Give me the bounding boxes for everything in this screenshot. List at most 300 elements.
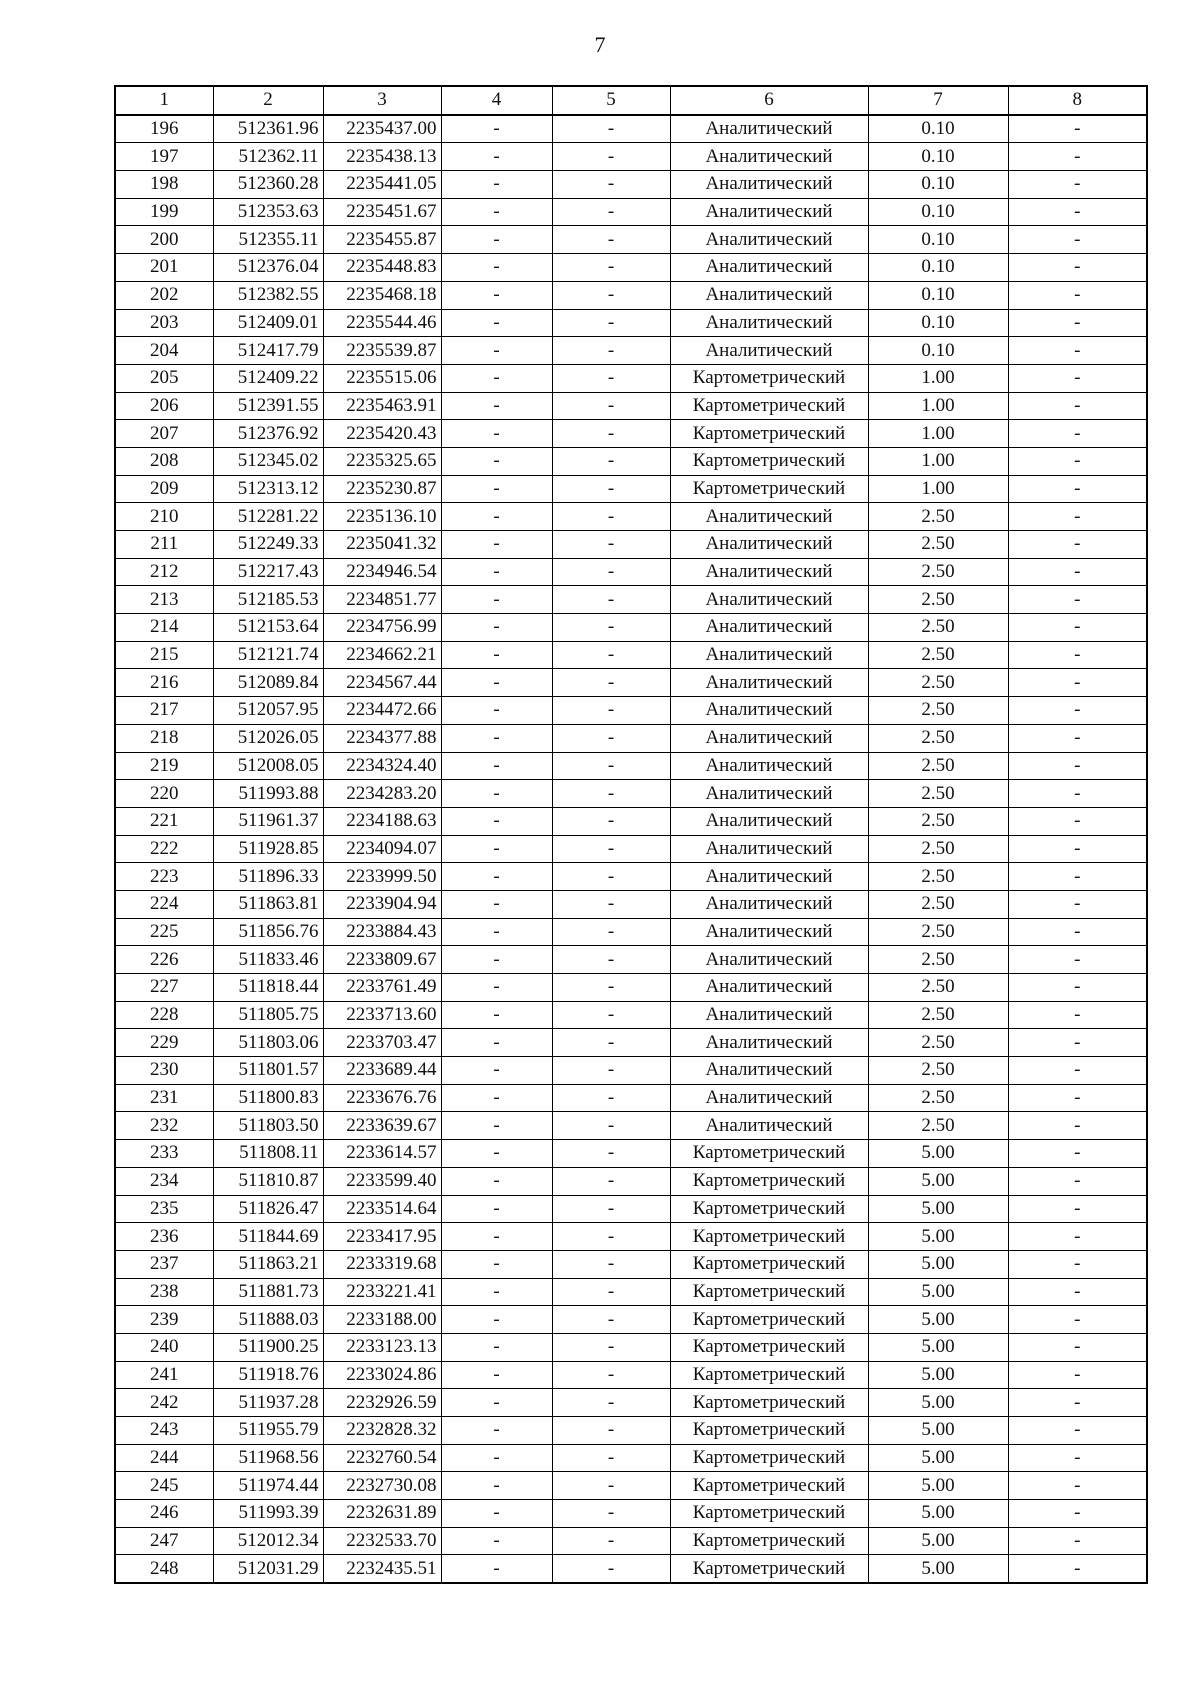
x-coordinate-cell: 512012.34 [213,1527,323,1555]
x-coordinate-cell: 511818.44 [213,974,323,1002]
x-coordinate-cell: 511968.56 [213,1444,323,1472]
col5-cell: - [552,115,670,143]
accuracy-cell: 2.50 [868,531,1008,559]
x-coordinate-cell: 512355.11 [213,226,323,254]
col5-cell: - [552,420,670,448]
col8-cell: - [1008,531,1147,559]
method-cell: Аналитический [670,752,868,780]
table-row [115,226,1147,254]
method-cell: Картометрический [670,1195,868,1223]
point-number-cell: 228 [115,1001,213,1029]
col8-cell: - [1008,780,1147,808]
x-coordinate-cell: 511805.75 [213,1001,323,1029]
col4-cell: - [441,780,552,808]
accuracy-cell: 2.50 [868,974,1008,1002]
table-row [115,1195,1147,1223]
y-coordinate-cell: 2232533.70 [323,1527,441,1555]
table-row [115,863,1147,891]
point-number-cell: 229 [115,1029,213,1057]
method-cell: Картометрический [670,447,868,475]
table-row [115,475,1147,503]
method-cell: Аналитический [670,558,868,586]
col4-cell: - [441,918,552,946]
col8-cell: - [1008,807,1147,835]
col4-cell: - [441,586,552,614]
table-row [115,1001,1147,1029]
y-coordinate-cell: 2234188.63 [323,807,441,835]
x-coordinate-cell: 512376.92 [213,420,323,448]
x-coordinate-cell: 511961.37 [213,807,323,835]
y-coordinate-cell: 2233884.43 [323,918,441,946]
col8-cell: - [1008,890,1147,918]
point-number-cell: 219 [115,752,213,780]
point-number-cell: 230 [115,1057,213,1085]
col5-cell: - [552,835,670,863]
method-cell: Аналитический [670,586,868,614]
accuracy-cell: 2.50 [868,1057,1008,1085]
col8-cell: - [1008,697,1147,725]
col8-cell: - [1008,226,1147,254]
col4-cell: - [441,1361,552,1389]
y-coordinate-cell: 2234472.66 [323,697,441,725]
method-cell: Картометрический [670,1500,868,1528]
table-row [115,697,1147,725]
accuracy-cell: 0.10 [868,281,1008,309]
col8-cell: - [1008,724,1147,752]
col8-cell: - [1008,1333,1147,1361]
col5-cell: - [552,447,670,475]
accuracy-cell: 5.00 [868,1472,1008,1500]
point-number-cell: 246 [115,1500,213,1528]
y-coordinate-cell: 2233514.64 [323,1195,441,1223]
y-coordinate-cell: 2234283.20 [323,780,441,808]
column-header: 1 [115,86,213,115]
x-coordinate-cell: 512417.79 [213,337,323,365]
table-row [115,1250,1147,1278]
col4-cell: - [441,420,552,448]
method-cell: Аналитический [670,337,868,365]
x-coordinate-cell: 512345.02 [213,447,323,475]
accuracy-cell: 0.10 [868,337,1008,365]
method-cell: Аналитический [670,863,868,891]
accuracy-cell: 0.10 [868,115,1008,143]
y-coordinate-cell: 2235325.65 [323,447,441,475]
table-row [115,1417,1147,1445]
x-coordinate-cell: 511928.85 [213,835,323,863]
col4-cell: - [441,974,552,1002]
col4-cell: - [441,669,552,697]
col8-cell: - [1008,198,1147,226]
table-row [115,1167,1147,1195]
col4-cell: - [441,724,552,752]
table-row [115,807,1147,835]
y-coordinate-cell: 2233319.68 [323,1250,441,1278]
col8-cell: - [1008,420,1147,448]
accuracy-cell: 0.10 [868,171,1008,199]
col8-cell: - [1008,974,1147,1002]
y-coordinate-cell: 2234567.44 [323,669,441,697]
point-number-cell: 241 [115,1361,213,1389]
method-cell: Аналитический [670,890,868,918]
x-coordinate-cell: 512360.28 [213,171,323,199]
accuracy-cell: 1.00 [868,420,1008,448]
col8-cell: - [1008,364,1147,392]
x-coordinate-cell: 512026.05 [213,724,323,752]
col8-cell: - [1008,1306,1147,1334]
method-cell: Картометрический [670,1306,868,1334]
col5-cell: - [552,974,670,1002]
point-number-cell: 227 [115,974,213,1002]
accuracy-cell: 5.00 [868,1500,1008,1528]
y-coordinate-cell: 2233761.49 [323,974,441,1002]
x-coordinate-cell: 511918.76 [213,1361,323,1389]
method-cell: Аналитический [670,198,868,226]
col4-cell: - [441,115,552,143]
y-coordinate-cell: 2233703.47 [323,1029,441,1057]
accuracy-cell: 5.00 [868,1278,1008,1306]
col4-cell: - [441,337,552,365]
y-coordinate-cell: 2233713.60 [323,1001,441,1029]
col4-cell: - [441,1389,552,1417]
col5-cell: - [552,586,670,614]
column-header: 6 [670,86,868,115]
y-coordinate-cell: 2235041.32 [323,531,441,559]
x-coordinate-cell: 511993.39 [213,1500,323,1528]
col5-cell: - [552,641,670,669]
accuracy-cell: 1.00 [868,475,1008,503]
y-coordinate-cell: 2235136.10 [323,503,441,531]
point-number-cell: 236 [115,1223,213,1251]
x-coordinate-cell: 511800.83 [213,1084,323,1112]
col5-cell: - [552,724,670,752]
table-row [115,974,1147,1002]
y-coordinate-cell: 2235455.87 [323,226,441,254]
y-coordinate-cell: 2233676.76 [323,1084,441,1112]
accuracy-cell: 2.50 [868,697,1008,725]
col5-cell: - [552,1306,670,1334]
col8-cell: - [1008,447,1147,475]
table-row [115,724,1147,752]
accuracy-cell: 2.50 [868,1029,1008,1057]
method-cell: Аналитический [670,697,868,725]
method-cell: Аналитический [670,226,868,254]
y-coordinate-cell: 2233904.94 [323,890,441,918]
method-cell: Аналитический [670,918,868,946]
x-coordinate-cell: 512353.63 [213,198,323,226]
y-coordinate-cell: 2235420.43 [323,420,441,448]
method-cell: Картометрический [670,1333,868,1361]
col5-cell: - [552,1444,670,1472]
method-cell: Картометрический [670,1140,868,1168]
col8-cell: - [1008,835,1147,863]
col5-cell: - [552,475,670,503]
x-coordinate-cell: 512089.84 [213,669,323,697]
method-cell: Аналитический [670,531,868,559]
method-cell: Картометрический [670,1250,868,1278]
col4-cell: - [441,807,552,835]
table-row [115,1333,1147,1361]
point-number-cell: 232 [115,1112,213,1140]
point-number-cell: 212 [115,558,213,586]
point-number-cell: 226 [115,946,213,974]
point-number-cell: 235 [115,1195,213,1223]
col4-cell: - [441,226,552,254]
col8-cell: - [1008,1527,1147,1555]
accuracy-cell: 5.00 [868,1527,1008,1555]
table-row [115,890,1147,918]
col5-cell: - [552,1278,670,1306]
table-row [115,835,1147,863]
x-coordinate-cell: 511993.88 [213,780,323,808]
col4-cell: - [441,1029,552,1057]
table-row [115,309,1147,337]
point-number-cell: 207 [115,420,213,448]
col8-cell: - [1008,171,1147,199]
table-row [115,1527,1147,1555]
table-row [115,1140,1147,1168]
point-number-cell: 243 [115,1417,213,1445]
col4-cell: - [441,1306,552,1334]
method-cell: Картометрический [670,420,868,448]
col8-cell: - [1008,1084,1147,1112]
col5-cell: - [552,1057,670,1085]
x-coordinate-cell: 512031.29 [213,1555,323,1583]
table-row [115,780,1147,808]
y-coordinate-cell: 2235441.05 [323,171,441,199]
accuracy-cell: 1.00 [868,364,1008,392]
y-coordinate-cell: 2233221.41 [323,1278,441,1306]
col4-cell: - [441,1527,552,1555]
table-row [115,641,1147,669]
col8-cell: - [1008,1444,1147,1472]
col8-cell: - [1008,115,1147,143]
col4-cell: - [441,558,552,586]
point-number-cell: 216 [115,669,213,697]
page-number: 7 [594,32,606,57]
col5-cell: - [552,1195,670,1223]
column-header: 2 [213,86,323,115]
method-cell: Аналитический [670,281,868,309]
col5-cell: - [552,1527,670,1555]
point-number-cell: 231 [115,1084,213,1112]
y-coordinate-cell: 2235438.13 [323,143,441,171]
accuracy-cell: 5.00 [868,1555,1008,1583]
col5-cell: - [552,1250,670,1278]
point-number-cell: 245 [115,1472,213,1500]
x-coordinate-cell: 511955.79 [213,1417,323,1445]
method-cell: Аналитический [670,614,868,642]
method-cell: Аналитический [670,641,868,669]
y-coordinate-cell: 2233417.95 [323,1223,441,1251]
accuracy-cell: 2.50 [868,890,1008,918]
point-number-cell: 222 [115,835,213,863]
point-number-cell: 199 [115,198,213,226]
col8-cell: - [1008,1278,1147,1306]
x-coordinate-cell: 512121.74 [213,641,323,669]
y-coordinate-cell: 2233614.57 [323,1140,441,1168]
col4-cell: - [441,641,552,669]
col4-cell: - [441,447,552,475]
table-row [115,420,1147,448]
y-coordinate-cell: 2233024.86 [323,1361,441,1389]
point-number-cell: 233 [115,1140,213,1168]
x-coordinate-cell: 511863.81 [213,890,323,918]
accuracy-cell: 2.50 [868,1112,1008,1140]
point-number-cell: 238 [115,1278,213,1306]
col5-cell: - [552,531,670,559]
x-coordinate-cell: 511810.87 [213,1167,323,1195]
accuracy-cell: 5.00 [868,1167,1008,1195]
accuracy-cell: 5.00 [868,1306,1008,1334]
method-cell: Аналитический [670,503,868,531]
y-coordinate-cell: 2235515.06 [323,364,441,392]
table-row [115,364,1147,392]
method-cell: Аналитический [670,1057,868,1085]
method-cell: Аналитический [670,946,868,974]
x-coordinate-cell: 511896.33 [213,863,323,891]
table-row [115,531,1147,559]
accuracy-cell: 0.10 [868,254,1008,282]
x-coordinate-cell: 511803.06 [213,1029,323,1057]
column-header: 3 [323,86,441,115]
table-row [115,1112,1147,1140]
method-cell: Аналитический [670,309,868,337]
col4-cell: - [441,1444,552,1472]
y-coordinate-cell: 2235448.83 [323,254,441,282]
col4-cell: - [441,531,552,559]
method-cell: Картометрический [670,392,868,420]
y-coordinate-cell: 2232926.59 [323,1389,441,1417]
y-coordinate-cell: 2234377.88 [323,724,441,752]
col8-cell: - [1008,752,1147,780]
x-coordinate-cell: 512391.55 [213,392,323,420]
method-cell: Картометрический [670,1278,868,1306]
accuracy-cell: 5.00 [868,1444,1008,1472]
point-number-cell: 204 [115,337,213,365]
method-cell: Картометрический [670,1361,868,1389]
col5-cell: - [552,669,670,697]
method-cell: Аналитический [670,807,868,835]
col4-cell: - [441,1167,552,1195]
accuracy-cell: 2.50 [868,918,1008,946]
accuracy-cell: 2.50 [868,835,1008,863]
col8-cell: - [1008,1195,1147,1223]
col8-cell: - [1008,863,1147,891]
table-row [115,1057,1147,1085]
point-number-cell: 247 [115,1527,213,1555]
x-coordinate-cell: 511856.76 [213,918,323,946]
point-number-cell: 214 [115,614,213,642]
point-number-cell: 211 [115,531,213,559]
point-number-cell: 217 [115,697,213,725]
col5-cell: - [552,697,670,725]
col5-cell: - [552,254,670,282]
y-coordinate-cell: 2234946.54 [323,558,441,586]
col8-cell: - [1008,1223,1147,1251]
col4-cell: - [441,143,552,171]
table-row [115,1500,1147,1528]
table-row [115,1084,1147,1112]
col4-cell: - [441,281,552,309]
col4-cell: - [441,1500,552,1528]
col4-cell: - [441,171,552,199]
col8-cell: - [1008,1361,1147,1389]
x-coordinate-cell: 512361.96 [213,115,323,143]
table-row [115,503,1147,531]
method-cell: Аналитический [670,1001,868,1029]
col4-cell: - [441,1250,552,1278]
col8-cell: - [1008,1472,1147,1500]
x-coordinate-cell: 512362.11 [213,143,323,171]
col5-cell: - [552,1140,670,1168]
col8-cell: - [1008,641,1147,669]
coordinates-table [114,85,1148,1584]
accuracy-cell: 2.50 [868,807,1008,835]
col8-cell: - [1008,586,1147,614]
method-cell: Аналитический [670,835,868,863]
table-row [115,281,1147,309]
point-number-cell: 209 [115,475,213,503]
point-number-cell: 215 [115,641,213,669]
col5-cell: - [552,1500,670,1528]
col8-cell: - [1008,1001,1147,1029]
y-coordinate-cell: 2235230.87 [323,475,441,503]
y-coordinate-cell: 2233809.67 [323,946,441,974]
col4-cell: - [441,697,552,725]
method-cell: Аналитический [670,974,868,1002]
table-row [115,1278,1147,1306]
col5-cell: - [552,143,670,171]
col5-cell: - [552,1084,670,1112]
method-cell: Аналитический [670,171,868,199]
x-coordinate-cell: 512217.43 [213,558,323,586]
table-row [115,946,1147,974]
col8-cell: - [1008,475,1147,503]
accuracy-cell: 5.00 [868,1250,1008,1278]
x-coordinate-cell: 511888.03 [213,1306,323,1334]
col5-cell: - [552,1389,670,1417]
accuracy-cell: 5.00 [868,1389,1008,1417]
point-number-cell: 208 [115,447,213,475]
col5-cell: - [552,807,670,835]
table-row [115,337,1147,365]
x-coordinate-cell: 511803.50 [213,1112,323,1140]
col8-cell: - [1008,143,1147,171]
col4-cell: - [441,1140,552,1168]
point-number-cell: 248 [115,1555,213,1583]
method-cell: Аналитический [670,780,868,808]
col8-cell: - [1008,1555,1147,1583]
col8-cell: - [1008,614,1147,642]
y-coordinate-cell: 2235437.00 [323,115,441,143]
accuracy-cell: 2.50 [868,669,1008,697]
col4-cell: - [441,946,552,974]
accuracy-cell: 0.10 [868,143,1008,171]
point-number-cell: 220 [115,780,213,808]
method-cell: Картометрический [670,1444,868,1472]
x-coordinate-cell: 511808.11 [213,1140,323,1168]
column-header: 5 [552,86,670,115]
col4-cell: - [441,503,552,531]
point-number-cell: 202 [115,281,213,309]
col5-cell: - [552,1472,670,1500]
col5-cell: - [552,558,670,586]
col8-cell: - [1008,669,1147,697]
point-number-cell: 240 [115,1333,213,1361]
accuracy-cell: 1.00 [868,447,1008,475]
y-coordinate-cell: 2232631.89 [323,1500,441,1528]
x-coordinate-cell: 511801.57 [213,1057,323,1085]
